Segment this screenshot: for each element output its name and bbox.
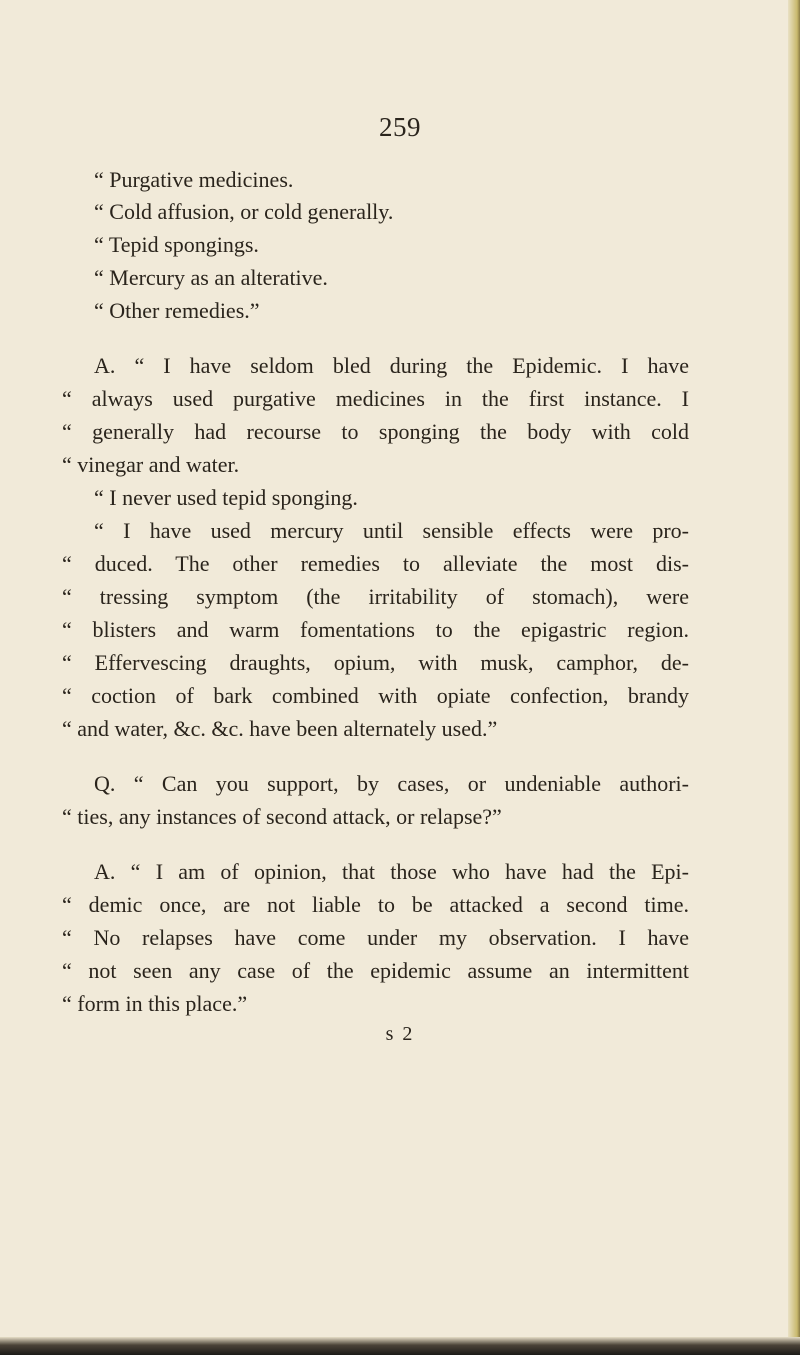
text-line: “ vinegar and water. [62, 452, 240, 477]
text-line: “ tressing symptom (the irritability of stomach), were [62, 584, 689, 609]
text-line: “ always used purgative medicines in the first instance. I [62, 386, 689, 411]
text-line: “ form in this place.” [62, 991, 248, 1016]
text-line: “ Mercury as an alterative. [94, 265, 328, 290]
text-line: “ not seen any case of the epidemic assume an intermittent [62, 958, 689, 983]
page-edge [788, 0, 800, 1355]
text-line: “ demic once, are not liable to be attacked a second time. [62, 892, 689, 917]
page-number: 259 [379, 112, 421, 142]
text-line: “ ties, any instances of second attack, or relapse?” [62, 804, 502, 829]
text-line: “ Purgative medicines. [94, 167, 294, 192]
text-line: “ Other remedies.” [94, 298, 260, 323]
text-line: A. “ I have seldom bled during the Epidemic. I have [94, 353, 689, 378]
signature-mark: s 2 [385, 1023, 415, 1045]
text-line: A. “ I am of opinion, that those who have had the Epi- [94, 859, 689, 884]
text-line: “ duced. The other remedies to alleviate the most dis- [62, 551, 689, 576]
text-line: “ No relapses have come under my observation. I have [62, 925, 689, 950]
text-line: “ I have used mercury until sensible effects were pro- [94, 518, 689, 543]
text-line: “ Cold affusion, or cold generally. [94, 199, 394, 224]
text-line: “ Tepid spongings. [94, 232, 259, 257]
text-line: “ blisters and warm fomentations to the epigastric region. [62, 617, 689, 642]
text-line: “ and water, &c. &c. have been alternately used.” [62, 716, 498, 741]
page-bottom-edge [0, 1337, 800, 1355]
text-line: “ Effervescing draughts, opium, with musk, camphor, de- [62, 650, 689, 675]
text-line: “ I never used tepid sponging. [94, 485, 358, 510]
text-line: “ generally had recourse to sponging the body with cold [62, 419, 689, 444]
text-line: Q. “ Can you support, by cases, or undeniable authori- [94, 771, 689, 796]
text-line: “ coction of bark combined with opiate confection, brandy [62, 683, 689, 708]
